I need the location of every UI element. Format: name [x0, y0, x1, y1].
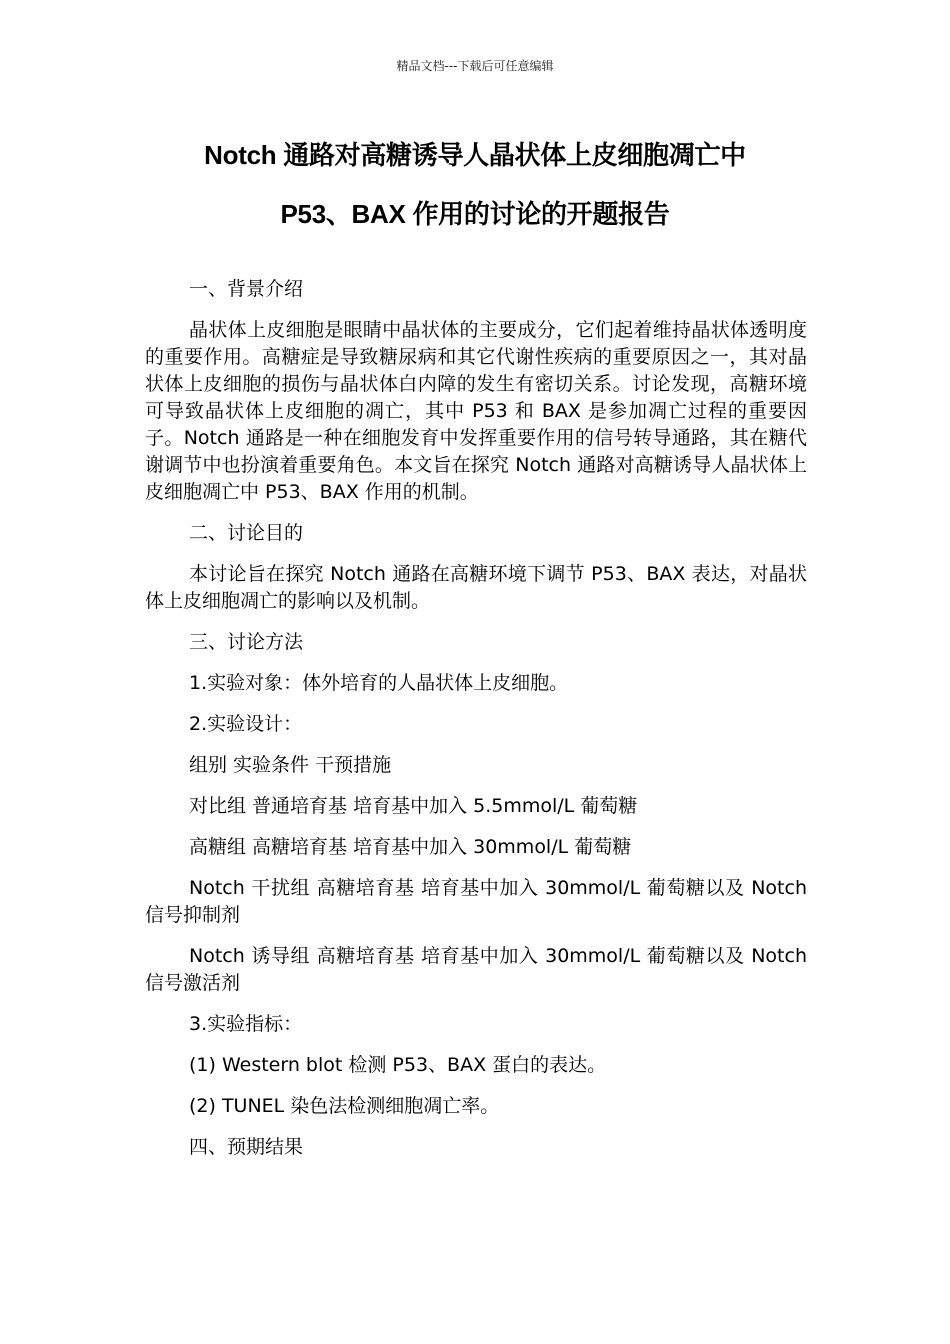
- section-heading-purpose: 二、讨论目的: [189, 522, 304, 544]
- header-note: 精品文档---下载后可任意编辑: [396, 59, 554, 73]
- methods-indicators-label: 3.实验指标：: [189, 1013, 303, 1035]
- section-heading-background: 一、背景介绍: [189, 278, 304, 300]
- background-paragraph: 晶状体上皮细胞是眼睛中晶状体的主要成分，它们起着维持晶状体透明度的重要作用。高糖症是导致糖尿病和其它代谢性疾病的重要原因之一，其对晶状体上皮细胞的损伤与晶状体白内障的发生有密切关系。讨论发现，高糖环境可导致晶状体上皮细胞的凋亡，其中 P53 和 BAX 是参加凋亡过程的重要因子。Notch 通路是一种在细胞发育中发挥重要作用的信号转导通路，其在糖代谢调节中也扮演着重要角色。本文旨在探究 Notch 通路对高糖诱导人晶状体上皮细胞凋亡中 P53、BAX 作用的机制。: [145, 319, 807, 503]
- methods-design-label: 2.实验设计：: [189, 713, 303, 735]
- document-title-line-2: P53、BAX 作用的讨论的开题报告: [280, 199, 670, 229]
- design-group-row: Notch 诱导组 高糖培育基 培育基中加入 30mmol/L 葡萄糖以及 Notch 信号激活剂: [145, 945, 807, 994]
- design-table-header: 组别 实验条件 干预措施: [189, 754, 392, 776]
- section-heading-results: 四、预期结果: [189, 1136, 304, 1158]
- purpose-paragraph: 本讨论旨在探究 Notch 通路在高糖环境下调节 P53、BAX 表达，对晶状体上皮细胞凋亡的影响以及机制。: [145, 563, 807, 612]
- methods-subject: 1.实验对象：体外培育的人晶状体上皮细胞。: [189, 672, 569, 694]
- document-body: [145, 276, 807, 1175]
- design-group-row: 高糖组 高糖培育基 培育基中加入 30mmol/L 葡萄糖: [189, 836, 632, 858]
- document-title-line-1: Notch 通路对高糖诱导人晶状体上皮细胞凋亡中: [204, 140, 746, 170]
- indicator-item: (1) Western blot 检测 P53、BAX 蛋白的表达。: [189, 1054, 607, 1076]
- design-group-row: Notch 干扰组 高糖培育基 培育基中加入 30mmol/L 葡萄糖以及 Notch 信号抑制剂: [145, 877, 807, 926]
- design-group-row: 对比组 普通培育基 培育基中加入 5.5mmol/L 葡萄糖: [189, 795, 638, 817]
- indicator-item: (2) TUNEL 染色法检测细胞凋亡率。: [189, 1095, 500, 1117]
- section-heading-methods: 三、讨论方法: [189, 631, 304, 653]
